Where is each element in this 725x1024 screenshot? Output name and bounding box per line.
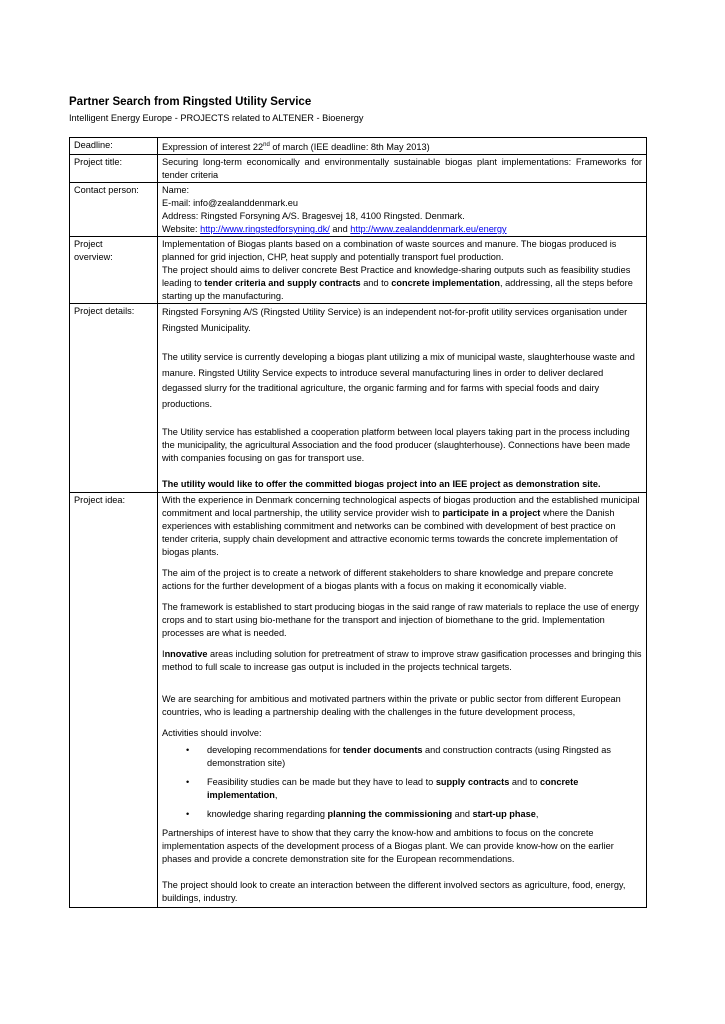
activity-2-text: Feasibility studies can be made but they have to lead to bbox=[207, 777, 436, 788]
row-contact bbox=[70, 183, 647, 237]
overview-label-line2: overview: bbox=[74, 252, 113, 263]
website-and: and bbox=[329, 224, 351, 235]
contact-value bbox=[158, 183, 647, 237]
details-paragraph-3: The Utility service has established a cooperation platform between local players taking part in the process including the municipality, the agricultural Association and the food producer (slaughterhouse). Connections have been made with companies focusing on gas for transport use. bbox=[162, 427, 631, 464]
ringsted-forsyning-link[interactable]: http://www.ringstedforsyning.dk/ bbox=[200, 224, 330, 235]
row-deadline bbox=[70, 138, 647, 155]
overview-p2-bold-2: concrete implementation bbox=[391, 278, 501, 289]
activity-2-mid: and to bbox=[509, 777, 540, 788]
list-item bbox=[186, 776, 642, 802]
activity-3-mid: and bbox=[452, 809, 473, 820]
idea-paragraph-2: The aim of the project is to create a network of different stakeholders to share knowledge and prepare concrete actions for the further development of a biogas plants with a focus on making it economically viable. bbox=[162, 568, 614, 592]
overview-paragraph-1: Implementation of Biogas plants based on a combination of waste sources and manure. The biogas produced is planned for grid injection, CHP, heat supply and potentially transport fuel production. bbox=[162, 239, 617, 263]
overview-p2-bold-1: tender criteria and supply contracts bbox=[204, 278, 361, 289]
activity-1-end: and construction contracts (using Ringsted as demonstration site) bbox=[207, 745, 611, 769]
activity-2-bold-2: concrete implementation bbox=[207, 777, 579, 801]
activity-1-bold: tender documents bbox=[342, 745, 423, 756]
idea-paragraph-5: We are searching for ambitious and motivated partners within the private or public sector from different European countries, who is leading a partnership dealing with the challenges in the future development process, bbox=[162, 694, 621, 718]
idea-paragraph-8: The project should look to create an interaction between the different involved sectors as agriculture, food, energy, buildings, industry. bbox=[162, 880, 626, 904]
bullet-icon: • bbox=[186, 745, 190, 756]
deadline-label: Deadline: bbox=[70, 138, 158, 155]
idea-paragraph-4 bbox=[162, 648, 642, 674]
overview-label bbox=[70, 237, 158, 304]
contact-name: Name: bbox=[162, 185, 190, 196]
activity-2-bold-1: supply contracts bbox=[435, 777, 510, 788]
document-title: Partner Search from Ringsted Utility Service bbox=[69, 96, 312, 108]
overview-p2-mid: and to bbox=[360, 278, 392, 289]
details-paragraph-2: The utility service is currently developing a biogas plant utilizing a mix of municipal waste, slaughterhouse waste and manure. Ringsted Utility Service expects to introduce several manufacturing lines in order to deliver declared degassed slurry for the traditional agriculture, the organic farming and for farms with special foods and dairy productions. bbox=[162, 352, 635, 409]
idea-p1-text: With the experience in Denmark concerning technological aspects of biogas production and the established municipal commitment and local partnership, the utility service provider wish to bbox=[162, 495, 640, 519]
activity-1-text: developing recommendations for bbox=[207, 745, 343, 756]
details-value bbox=[158, 304, 647, 493]
project-title-value: Securing long-term economically and environmentally sustainable biogas plant implementations: Frameworks for tender criteria bbox=[158, 155, 647, 183]
partner-search-table bbox=[69, 137, 647, 908]
row-details bbox=[70, 304, 647, 493]
idea-paragraph-7: Partnerships of interest have to show that they carry the know-how and ambitions to focus on the concrete implementation aspects of the development process of a Biogas plant. We can provide know-how on the earlier phases and provide a concrete demonstration site for the European recommendations. bbox=[162, 828, 614, 865]
idea-paragraph-1 bbox=[162, 494, 642, 559]
activity-3-bold-1: planning the commissioning bbox=[327, 809, 453, 820]
project-title-label: Project title: bbox=[70, 155, 158, 183]
activities-list bbox=[162, 744, 642, 821]
idea-p1-end: where the Danish experiences with establishing commitment and networks can be combined with development of best practice on tender criteria, supply chain development and attractive economic terms towards the concrete implementation of biogas plants. bbox=[162, 508, 618, 558]
details-label: Project details: bbox=[70, 304, 158, 493]
idea-p4-first: I bbox=[162, 649, 165, 660]
idea-paragraph-6: Activities should involve: bbox=[162, 728, 262, 739]
contact-address: Address: Ringsted Forsyning A/S. Bragesvej 18, 4100 Ringsted. Denmark. bbox=[162, 211, 465, 222]
zealand-denmark-link[interactable]: http://www.zealanddenmark.eu/energy bbox=[350, 224, 507, 235]
website-label: Website: bbox=[162, 224, 201, 235]
row-project-title bbox=[70, 155, 647, 183]
idea-value bbox=[158, 493, 647, 908]
idea-p1-bold: participate in a project bbox=[442, 508, 541, 519]
contact-website bbox=[162, 223, 642, 236]
overview-value bbox=[158, 237, 647, 304]
deadline-value bbox=[158, 138, 647, 155]
deadline-text: Expression of interest 22 bbox=[162, 142, 264, 153]
idea-p4-end: areas including solution for pretreatment of straw to improve straw gasification processes and bringing this method to full scale to increase gas output is included in the projects technical targets. bbox=[162, 649, 642, 673]
bullet-icon: • bbox=[186, 809, 190, 820]
idea-paragraph-3: The framework is established to start producing biogas in the said range of raw materials to replace the use of energy crops and to start using bio-methane for the transport and injection of biomethane to the grid. Implementation processes are what is needed. bbox=[162, 602, 639, 639]
list-item bbox=[186, 808, 642, 821]
overview-label-line1: Project bbox=[74, 239, 103, 250]
list-item bbox=[186, 744, 642, 770]
activity-3-bold-2: start-up phase bbox=[472, 809, 536, 820]
contact-email: E-mail: info@zealanddenmark.eu bbox=[162, 198, 298, 209]
overview-p2-text: The project should aims to deliver concrete Best Practice and knowledge-sharing outputs such as feasibility studies leading to bbox=[162, 265, 631, 289]
activity-3-text: knowledge sharing regarding bbox=[207, 809, 328, 820]
idea-label: Project idea: bbox=[70, 493, 158, 908]
deadline-text-end: of march (IEE deadline: 8th May 2013) bbox=[269, 142, 430, 153]
contact-label: Contact person: bbox=[70, 183, 158, 237]
document-subtitle: Intelligent Energy Europe - PROJECTS related to ALTENER - Bioenergy bbox=[69, 113, 364, 123]
row-overview bbox=[70, 237, 647, 304]
deadline-superscript: nd bbox=[263, 142, 270, 148]
activity-2-end: , bbox=[274, 790, 278, 801]
activity-3-end: , bbox=[535, 809, 539, 820]
overview-p2-end: , addressing, all the steps before starting up the manufacturing. bbox=[162, 278, 633, 302]
bullet-icon: • bbox=[186, 777, 190, 788]
overview-paragraph-2 bbox=[162, 264, 642, 303]
details-paragraph-1: Ringsted Forsyning A/S (Ringsted Utility Service) is an independent not-for-profit utility services organisation under Ringsted Municipality. bbox=[162, 307, 628, 333]
details-paragraph-4: The utility would like to offer the committed biogas project into an IEE project as demonstration site. bbox=[162, 479, 601, 490]
row-idea bbox=[70, 493, 647, 908]
idea-p4-bold: nnovative bbox=[164, 649, 208, 660]
